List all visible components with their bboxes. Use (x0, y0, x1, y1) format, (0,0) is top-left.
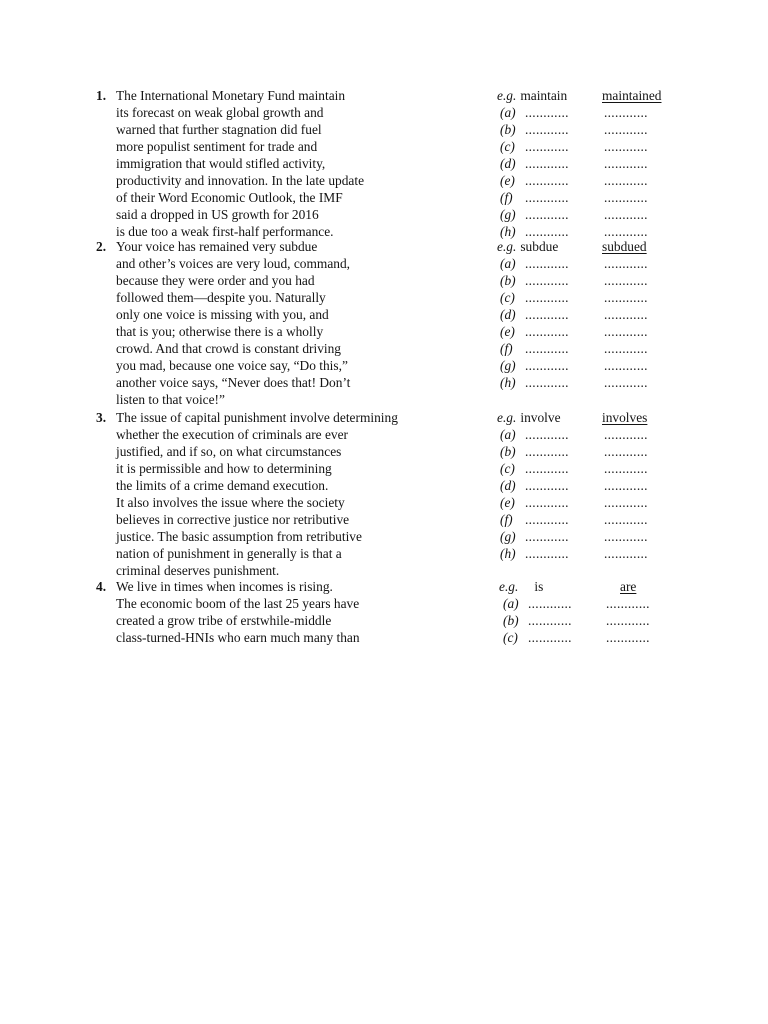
correction-blank[interactable]: ............ (604, 444, 648, 459)
question-row (0, 426, 768, 443)
correction-blank[interactable]: ............ (604, 156, 648, 171)
passage-line: believes in corrective justice nor retributive (116, 512, 350, 527)
correction-blank[interactable]: ............ (604, 478, 648, 493)
error-blank[interactable]: ............ (525, 207, 569, 222)
question-row (0, 374, 768, 391)
correction-blank[interactable]: ............ (606, 613, 650, 628)
question-row (0, 409, 768, 426)
question-row (0, 238, 768, 255)
question-row (0, 155, 768, 172)
blank-label: (d) (500, 307, 516, 322)
error-blank[interactable]: ............ (528, 630, 572, 645)
passage-line: crowd. And that crowd is constant driving (116, 341, 341, 356)
question-row (0, 121, 768, 138)
question-row (0, 511, 768, 528)
example-eg: e.g. (497, 239, 517, 254)
correction-blank[interactable]: ............ (604, 273, 648, 288)
blank-label: (b) (500, 273, 516, 288)
question-row (0, 255, 768, 272)
passage-line: is due too a weak first-half performance. (116, 224, 334, 239)
blank-label: (e) (500, 324, 515, 339)
question-row (0, 340, 768, 357)
correction-blank[interactable]: ............ (604, 190, 648, 205)
passage-line: said a dropped in US growth for 2016 (116, 207, 319, 222)
blank-label: (b) (500, 122, 516, 137)
passage-line: It also involves the issue where the society (116, 495, 345, 510)
question-row (0, 289, 768, 306)
blank-label: (a) (503, 596, 519, 611)
blank-label: (g) (500, 207, 516, 222)
question-number: 4. (96, 579, 107, 594)
blank-label: (a) (500, 256, 516, 271)
error-blank[interactable]: ............ (525, 478, 569, 493)
question-number: 3. (96, 410, 107, 425)
error-blank[interactable]: ............ (525, 495, 569, 510)
example-answer: subdued (602, 239, 647, 254)
error-blank[interactable]: ............ (528, 613, 572, 628)
example-error-word: is (534, 579, 544, 594)
question-row (0, 172, 768, 189)
error-blank[interactable]: ............ (525, 461, 569, 476)
question-row (0, 595, 768, 612)
blank-label: (e) (500, 173, 515, 188)
blank-label: (a) (500, 427, 516, 442)
example-word (497, 87, 567, 104)
example-answer: involves (602, 410, 648, 425)
blank-label: (c) (500, 139, 515, 154)
correction-blank[interactable]: ............ (604, 461, 648, 476)
passage-line: only one voice is missing with you, and (116, 307, 329, 322)
example-word (497, 238, 558, 255)
error-blank[interactable]: ............ (525, 156, 569, 171)
question-1 (0, 87, 768, 240)
error-blank[interactable]: ............ (525, 341, 569, 356)
example-error-word: maintain (520, 88, 568, 103)
example-eg: e.g. (497, 88, 517, 103)
blank-label: (f) (500, 190, 513, 205)
question-row (0, 323, 768, 340)
passage-line: justice. The basic assumption from retributive (116, 529, 362, 544)
passage-line: immigration that would stifled activity, (116, 156, 326, 171)
example-error-word: subdue (520, 239, 559, 254)
error-blank[interactable]: ............ (525, 358, 569, 373)
error-blank[interactable]: ............ (525, 173, 569, 188)
error-blank[interactable]: ............ (525, 529, 569, 544)
example-answer: maintained (602, 88, 662, 103)
blank-label: (d) (500, 156, 516, 171)
question-row (0, 138, 768, 155)
error-blank[interactable]: ............ (525, 546, 569, 561)
example-eg: e.g. (497, 410, 517, 425)
passage-line: We live in times when incomes is rising. (116, 579, 333, 594)
correction-blank[interactable]: ............ (604, 324, 648, 339)
correction-blank[interactable]: ............ (604, 122, 648, 137)
question-row (0, 104, 768, 121)
example-word (499, 578, 543, 595)
passage-line: The issue of capital punishment involve determining (116, 410, 398, 425)
correction-blank[interactable]: ............ (604, 529, 648, 544)
error-blank[interactable]: ............ (525, 105, 569, 120)
passage-line: class-turned-HNIs who earn much many than (116, 630, 360, 645)
passage-line: you mad, because one voice say, “Do this,” (116, 358, 348, 373)
question-row (0, 612, 768, 629)
error-blank[interactable]: ............ (525, 375, 569, 390)
error-blank[interactable]: ............ (525, 273, 569, 288)
question-row (0, 562, 768, 579)
passage-line: of their Word Economic Outlook, the IMF (116, 190, 343, 205)
question-row (0, 391, 768, 408)
question-row (0, 460, 768, 477)
error-blank[interactable]: ............ (525, 512, 569, 527)
passage-line: created a grow tribe of erstwhile-middle (116, 613, 332, 628)
passage-line: and other’s voices are very loud, command, (116, 256, 351, 271)
question-2 (0, 238, 768, 408)
passage-line: listen to that voice!” (116, 392, 225, 407)
passage-line: another voice says, “Never does that! Don’t (116, 375, 351, 390)
question-row (0, 528, 768, 545)
passage-line: it is permissible and how to determining (116, 461, 332, 476)
question-row (0, 357, 768, 374)
question-row (0, 189, 768, 206)
passage-line: justified, and if so, on what circumstances (116, 444, 342, 459)
passage-line: because they were order and you had (116, 273, 315, 288)
correction-blank[interactable]: ............ (604, 375, 648, 390)
passage-line: more populist sentiment for trade and (116, 139, 318, 154)
correction-blank[interactable]: ............ (606, 596, 650, 611)
question-4 (0, 578, 768, 646)
example-answer: are (620, 579, 637, 594)
correction-blank[interactable]: ............ (604, 105, 648, 120)
blank-label: (c) (500, 290, 515, 305)
passage-line: The International Monetary Fund maintain (116, 88, 346, 103)
passage-line: followed them—despite you. Naturally (116, 290, 326, 305)
blank-label: (b) (500, 444, 516, 459)
error-blank[interactable]: ............ (525, 256, 569, 271)
question-row (0, 87, 768, 104)
question-row (0, 443, 768, 460)
question-row (0, 306, 768, 323)
passage-line: warned that further stagnation did fuel (116, 122, 322, 137)
error-blank[interactable]: ............ (525, 307, 569, 322)
error-blank[interactable]: ............ (525, 190, 569, 205)
correction-blank[interactable]: ............ (604, 173, 648, 188)
blank-label: (b) (503, 613, 519, 628)
passage-line: nation of punishment in generally is that a (116, 546, 342, 561)
question-number: 1. (96, 88, 107, 103)
blank-label: (h) (500, 546, 516, 561)
question-row (0, 578, 768, 595)
blank-label: (f) (500, 341, 513, 356)
error-blank[interactable]: ............ (525, 444, 569, 459)
correction-blank[interactable]: ............ (604, 290, 648, 305)
blank-label: (a) (500, 105, 516, 120)
correction-blank[interactable]: ............ (604, 495, 648, 510)
error-blank[interactable]: ............ (525, 427, 569, 442)
blank-label: (g) (500, 358, 516, 373)
correction-blank[interactable]: ............ (604, 546, 648, 561)
question-row (0, 629, 768, 646)
example-eg: e.g. (499, 579, 519, 594)
correction-blank[interactable]: ............ (604, 139, 648, 154)
error-blank[interactable]: ............ (525, 290, 569, 305)
question-row (0, 494, 768, 511)
error-blank[interactable]: ............ (525, 122, 569, 137)
error-blank[interactable]: ............ (528, 596, 572, 611)
passage-line: whether the execution of criminals are ever (116, 427, 348, 442)
passage-line: The economic boom of the last 25 years have (116, 596, 360, 611)
passage-line: criminal deserves punishment. (116, 563, 280, 578)
correction-blank[interactable]: ............ (604, 427, 648, 442)
example-error-word: involve (520, 410, 561, 425)
passage-line: productivity and innovation. In the late update (116, 173, 365, 188)
passage-line: the limits of a crime demand execution. (116, 478, 329, 493)
blank-label: (e) (500, 495, 515, 510)
question-row (0, 545, 768, 562)
error-blank[interactable]: ............ (525, 224, 569, 239)
correction-blank[interactable]: ............ (604, 341, 648, 356)
correction-blank[interactable]: ............ (604, 224, 648, 239)
question-row (0, 206, 768, 223)
blank-label: (g) (500, 529, 516, 544)
passage-line: its forecast on weak global growth and (116, 105, 324, 120)
blank-label: (h) (500, 375, 516, 390)
error-blank[interactable]: ............ (525, 139, 569, 154)
correction-blank[interactable]: ............ (604, 358, 648, 373)
correction-blank[interactable]: ............ (606, 630, 650, 645)
question-row (0, 272, 768, 289)
blank-label: (f) (500, 512, 513, 527)
blank-label: (c) (500, 461, 515, 476)
question-row (0, 477, 768, 494)
correction-blank[interactable]: ............ (604, 512, 648, 527)
error-blank[interactable]: ............ (525, 324, 569, 339)
correction-blank[interactable]: ............ (604, 307, 648, 322)
blank-label: (c) (503, 630, 518, 645)
example-word (497, 409, 561, 426)
blank-label: (d) (500, 478, 516, 493)
correction-blank[interactable]: ............ (604, 256, 648, 271)
question-number: 2. (96, 239, 107, 254)
passage-line: Your voice has remained very subdue (116, 239, 318, 254)
question-3 (0, 409, 768, 579)
blank-label: (h) (500, 224, 516, 239)
passage-line: that is you; otherwise there is a wholly (116, 324, 324, 339)
correction-blank[interactable]: ............ (604, 207, 648, 222)
